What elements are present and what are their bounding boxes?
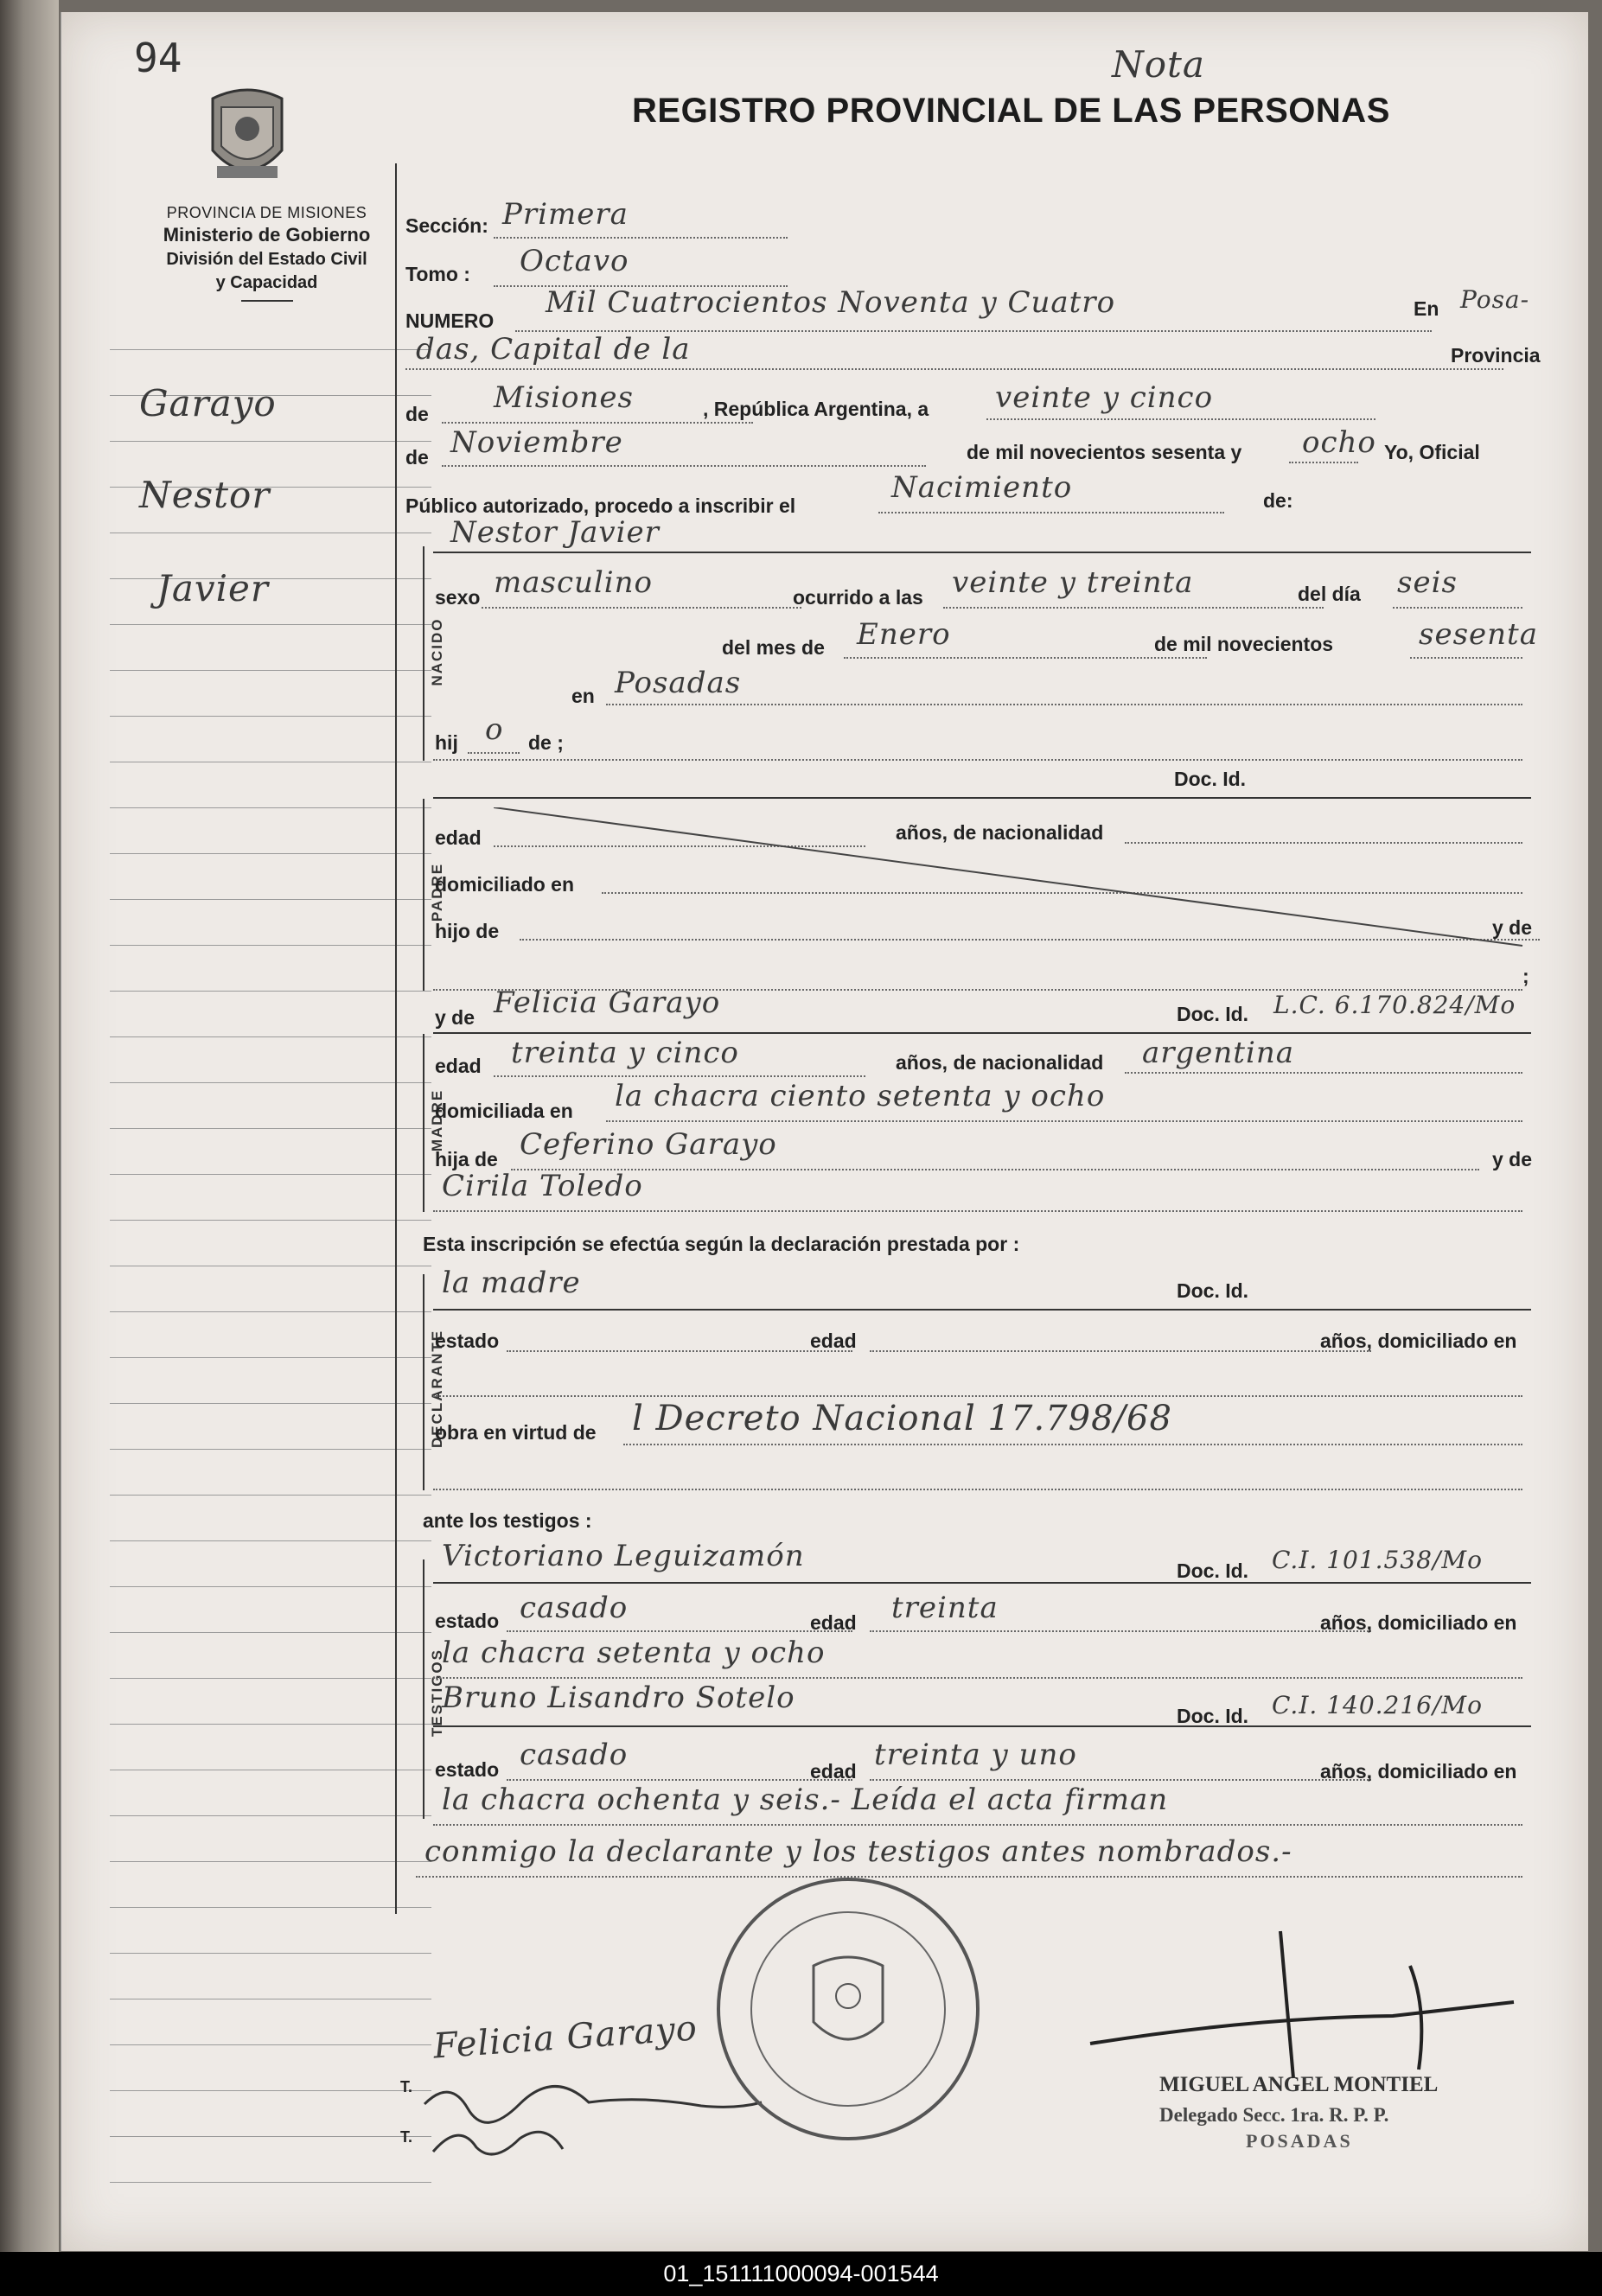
- label-anos-nac-madre: años, de nacionalidad: [896, 1051, 1104, 1074]
- side-label-nacido: NACIDO: [429, 617, 445, 686]
- value-declarante: la madre: [442, 1266, 581, 1300]
- label-seccion: Sección:: [405, 214, 488, 237]
- margin-rule: [110, 1311, 431, 1312]
- margin-rule: [110, 2090, 431, 2091]
- margin-rule: [110, 716, 431, 717]
- label-testigos: ante los testigos :: [423, 1509, 592, 1532]
- value-numero: Mil Cuatrocientos Noventa y Cuatro: [546, 285, 1116, 320]
- value-testigo-2-doc: C.I. 140.216/Mo: [1272, 1691, 1483, 1719]
- margin-rule: [110, 2044, 431, 2045]
- margin-rule: [110, 1495, 431, 1496]
- strike-line: [494, 807, 1531, 954]
- label-de-mil-nov: de mil novecientos: [1154, 633, 1334, 655]
- label-de-1: de: [405, 403, 429, 425]
- label-anos-dom-t2: años, domiciliado en: [1320, 1760, 1517, 1783]
- margin-rule: [110, 2182, 431, 2183]
- margin-rule: [110, 991, 431, 992]
- label-doc-id-madre: Doc. Id.: [1177, 1003, 1249, 1025]
- margin-rule: [110, 670, 431, 671]
- header-ministry: Ministerio de Gobierno: [163, 224, 371, 246]
- label-de-colon: de:: [1263, 489, 1293, 512]
- label-del-dia: del día: [1298, 583, 1361, 605]
- official-signature: [1082, 1914, 1531, 2087]
- label-edad-padre: edad: [435, 826, 482, 849]
- label-anos-nac-padre: años, de nacionalidad: [896, 821, 1104, 844]
- margin-rule: [110, 807, 431, 808]
- value-anio: ocho: [1302, 425, 1376, 460]
- document-title: REGISTRO PROVINCIAL DE LAS PERSONAS: [632, 92, 1390, 130]
- margin-rule: [110, 624, 431, 625]
- value-provincia: Misiones: [494, 380, 634, 415]
- label-edad-declarante: edad: [810, 1330, 857, 1352]
- label-numero: NUMERO: [405, 309, 495, 332]
- value-nacido-nombre: Nestor Javier: [450, 515, 660, 550]
- value-seccion: Primera: [502, 197, 629, 232]
- label-publico: Público autorizado, procedo a inscribir el: [405, 494, 796, 517]
- image-id-footer: 01_151111000094-001544: [0, 2252, 1602, 2296]
- margin-rule: [110, 1586, 431, 1587]
- label-sexo: sexo: [435, 586, 481, 609]
- value-sexo: masculino: [494, 565, 654, 600]
- label-edad-madre: edad: [435, 1055, 482, 1077]
- document-page: [61, 12, 1588, 2251]
- margin-rule: [110, 1861, 431, 1862]
- side-label-padre: PADRE: [429, 862, 445, 922]
- label-anos-dom-declarante: años, domiciliado en: [1320, 1330, 1517, 1352]
- label-edad-t1: edad: [810, 1611, 857, 1634]
- margin-rule: [110, 1128, 431, 1129]
- label-yo-oficial: Yo, Oficial: [1384, 441, 1480, 463]
- label-tomo: Tomo :: [405, 263, 470, 285]
- label-de-semi: de ;: [528, 731, 564, 754]
- value-testigo-1-nombre: Victoriano Leguizamón: [442, 1539, 805, 1573]
- value-testigo-2-estado: casado: [520, 1738, 629, 1772]
- value-dia-nac: seis: [1397, 565, 1458, 600]
- value-mes-nac: Enero: [857, 617, 951, 652]
- label-y-de-padre: y de: [1492, 916, 1533, 939]
- margin-rule: [110, 441, 431, 442]
- margin-divider: [395, 163, 397, 1914]
- value-testigo-1-doc: C.I. 101.538/Mo: [1272, 1546, 1483, 1574]
- value-tomo: Octavo: [520, 244, 629, 278]
- margin-rule: [110, 1632, 431, 1633]
- official-name: MIGUEL ANGEL MONTIEL: [1159, 2073, 1439, 2096]
- witness-mark-1: T.: [400, 2078, 413, 2095]
- book-binding: [0, 0, 59, 2252]
- value-madre-madre: Cirila Toledo: [442, 1169, 643, 1203]
- margin-rule: [110, 1082, 431, 1083]
- label-domiciliado-padre: domiciliado en: [435, 873, 575, 896]
- label-estado-t1: estado: [435, 1610, 500, 1632]
- margin-rule: [110, 1357, 431, 1358]
- value-madre-nac: argentina: [1142, 1036, 1295, 1070]
- label-provincia: Provincia: [1451, 344, 1541, 367]
- label-doc-id-declarante: Doc. Id.: [1177, 1279, 1249, 1302]
- label-doc-id-t1: Doc. Id.: [1177, 1559, 1249, 1582]
- label-obra: obra en virtud de: [435, 1421, 597, 1444]
- header-capacidad: y Capacidad: [215, 273, 318, 292]
- label-domiciliada: domiciliada en: [435, 1100, 573, 1122]
- value-hora: veinte y treinta: [952, 565, 1194, 600]
- value-dia: veinte y cinco: [995, 380, 1214, 415]
- margin-rule: [110, 853, 431, 854]
- side-label-testigos: TESTIGOS: [429, 1649, 445, 1737]
- value-acto: Nacimiento: [891, 470, 1073, 505]
- value-testigo-2-nombre: Bruno Lisandro Sotelo: [442, 1681, 795, 1715]
- margin-rule: [110, 1449, 431, 1450]
- coat-of-arms-icon: [200, 81, 295, 194]
- label-en-lugar: en: [571, 685, 595, 707]
- value-cierre: conmigo la declarante y los testigos antes nombrados.-: [424, 1834, 1292, 1869]
- margin-rule: [110, 1174, 431, 1175]
- signature-declarante: Felicia Garayo: [431, 2008, 699, 2067]
- value-testigo-2-edad: treinta y uno: [874, 1738, 1077, 1772]
- margin-rule: [110, 1036, 431, 1037]
- witness-mark-2: T.: [400, 2128, 413, 2146]
- label-republica: , República Argentina, a: [703, 398, 929, 420]
- value-madre-dom: la chacra ciento setenta y ocho: [615, 1079, 1106, 1113]
- label-y-de-madre-2: y de: [1492, 1148, 1533, 1170]
- label-ocurrido: ocurrido a las: [793, 586, 923, 609]
- margin-rule: [110, 1540, 431, 1541]
- value-hij-o: o: [485, 712, 504, 747]
- label-estado-declarante: estado: [435, 1330, 500, 1352]
- label-del-mes: del mes de: [722, 636, 825, 659]
- label-inscripcion: Esta inscripción se efectúa según la declaración prestada por :: [423, 1233, 1020, 1255]
- value-testigo-2-dom: la chacra ochenta y seis.- Leída el acta firman: [442, 1783, 1169, 1817]
- margin-rule: [110, 1815, 431, 1816]
- page-number: 94: [134, 35, 182, 81]
- value-anio-nac: sesenta: [1419, 617, 1538, 652]
- value-mes: Noviembre: [450, 425, 623, 460]
- value-testigo-1-dom: la chacra setenta y ocho: [442, 1636, 826, 1670]
- label-de-2: de: [405, 446, 429, 469]
- official-seal-icon: [710, 1871, 986, 2147]
- label-anos-dom-t1: años, domiciliado en: [1320, 1611, 1517, 1634]
- value-ciudad: das, Capital de la: [416, 332, 691, 367]
- label-y-de-madre: y de: [435, 1006, 475, 1029]
- label-estado-t2: estado: [435, 1758, 500, 1781]
- value-madre-doc: L.C. 6.170.824/Mo: [1273, 991, 1516, 1019]
- margin-rule: [110, 1953, 431, 1954]
- margin-surname: Garayo: [139, 382, 277, 424]
- value-madre-padre: Ceferino Garayo: [520, 1127, 777, 1162]
- value-testigo-1-edad: treinta: [891, 1591, 999, 1625]
- side-label-madre: MADRE: [429, 1088, 445, 1152]
- margin-rule: [110, 1403, 431, 1404]
- label-doc-id-padre-top: Doc. Id.: [1174, 768, 1247, 790]
- margin-rule: [110, 349, 431, 350]
- margin-name-1: Nestor: [139, 474, 271, 516]
- label-hija-de: hija de: [435, 1148, 498, 1170]
- margin-rule: [110, 899, 431, 900]
- label-de-mil: de mil novecientos sesenta y: [967, 441, 1242, 463]
- value-madre-nombre: Felicia Garayo: [494, 985, 721, 1020]
- side-label-declarante: DECLARANTE: [429, 1329, 445, 1448]
- value-testigo-1-estado: casado: [520, 1591, 629, 1625]
- margin-rule: [110, 2136, 431, 2137]
- value-lugar-nac: Posadas: [615, 666, 742, 700]
- margin-rule: [110, 1220, 431, 1221]
- value-en: Posa-: [1460, 285, 1530, 314]
- value-madre-edad: treinta y cinco: [511, 1036, 739, 1070]
- label-semicolon: ;: [1522, 965, 1529, 987]
- label-doc-id-t2: Doc. Id.: [1177, 1705, 1249, 1727]
- margin-rule: [110, 1724, 431, 1725]
- margin-name-2: Javier: [156, 567, 269, 609]
- label-hij: hij: [435, 731, 458, 754]
- label-edad-t2: edad: [810, 1760, 857, 1783]
- margin-rule: [110, 1678, 431, 1679]
- header-division: División del Estado Civil: [166, 250, 367, 269]
- margin-rule: [110, 1907, 431, 1908]
- official-title: Delegado Secc. 1ra. R. P. P.: [1159, 2104, 1389, 2126]
- label-en: En: [1414, 297, 1439, 320]
- corner-note: Nota: [1112, 43, 1205, 86]
- official-city: POSADAS: [1246, 2130, 1353, 2152]
- value-decreto: l Decreto Nacional 17.798/68: [632, 1399, 1172, 1438]
- label-hijo-de: hijo de: [435, 920, 500, 942]
- margin-rule: [110, 945, 431, 946]
- header-province: PROVINCIA DE MISIONES: [166, 204, 367, 221]
